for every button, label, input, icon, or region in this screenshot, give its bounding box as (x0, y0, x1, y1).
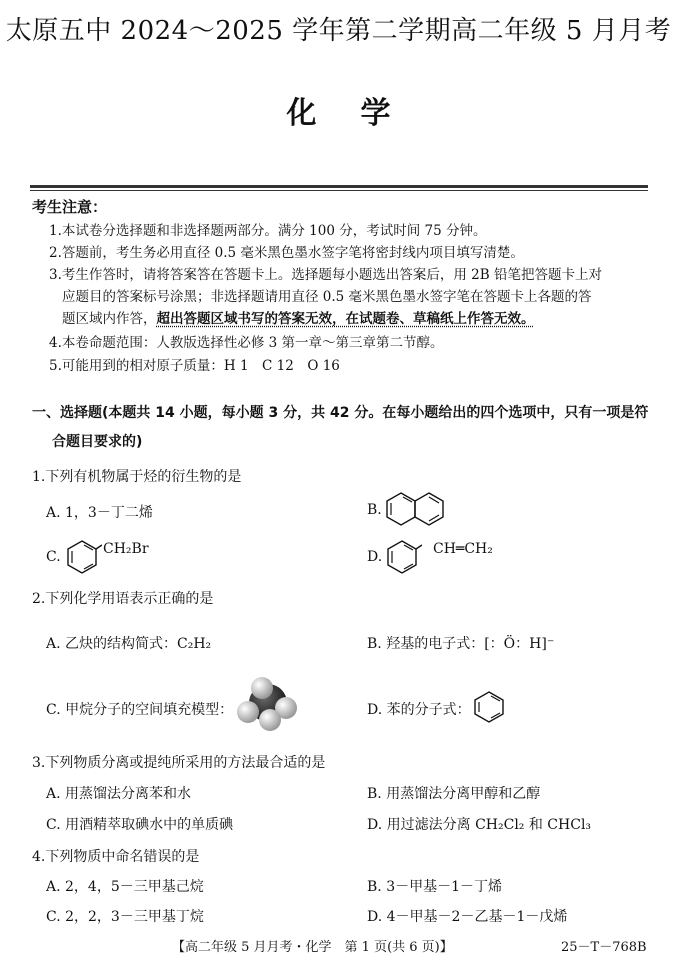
question-3-option-b: B. 用蒸馏法分离甲醇和乙醇 (367, 786, 541, 802)
question-3-option-c: C. 用酒精萃取碘水中的单质碘 (46, 817, 234, 833)
notice-item-1: 1.本试卷分选择题和非选择题两部分。满分 100 分，考试时间 75 分钟。 (49, 223, 487, 239)
page-footer: 【高二年级 5 月月考・化学 第 1 页(共 6 页)】 (172, 940, 453, 955)
benzene-ring-icon (472, 690, 506, 724)
question-4-option-c: C. 2，2，3－三甲基丁烷 (46, 909, 204, 925)
question-4-option-a: A. 2，4，5－三甲基己烷 (46, 879, 204, 895)
styrene-ring-icon (386, 538, 422, 576)
methane-space-filling-model-icon (236, 676, 300, 732)
notice-item-3-cont-2 (62, 307, 535, 327)
question-1-option-c-group: CH₂Br (103, 541, 149, 557)
notice-heading: 考生注意： (32, 198, 108, 216)
question-1-stem: 1.下列有机物属于烃的衍生物的是 (32, 469, 242, 485)
exam-title: 太原五中 2024～2025 学年第二学期高二年级 5 月月考 (5, 16, 672, 46)
header-divider-thin (30, 190, 648, 191)
section-1-heading-cont: 合题目要求的) (52, 434, 143, 450)
header-divider-thick (30, 185, 648, 188)
question-3-option-d: D. 用过滤法分离 CH₂Cl₂ 和 CHCl₃ (367, 817, 592, 833)
benzyl-ring-icon (66, 538, 102, 576)
question-2-option-b (367, 633, 554, 653)
question-4-option-d: D. 4－甲基－2－乙基－1－戊烯 (367, 909, 568, 925)
notice-item-4: 4.本卷命题范围：人教版选择性必修 3 第一章～第三章第二节醇。 (49, 335, 444, 351)
question-2-option-c: C. 甲烷分子的空间填充模型： (46, 702, 234, 718)
notice-item-3: 3.考生作答时，请将答案答在答题卡上。选择题每小题选出答案后，用 2B 铅笔把答题卡上对 (49, 267, 602, 283)
question-2-stem: 2.下列化学用语表示正确的是 (32, 591, 214, 607)
question-4-stem: 4.下列物质中命名错误的是 (32, 849, 200, 865)
section-1-heading: 一、选择题(本题共 14 小题，每小题 3 分，共 42 分。在每小题给出的四个选项中，只有一项是符 (32, 405, 649, 421)
question-4-option-b: B. 3－甲基－1－丁烯 (367, 879, 503, 895)
question-2-option-b-label: B. 羟基的电子式： (367, 636, 485, 652)
question-2-option-d: D. 苯的分子式： (367, 702, 471, 718)
question-1-option-b: B. (367, 502, 382, 518)
notice-item-3-cont-1: 应题目的答案标号涂黑；非选择题请用直径 0.5 毫米黑色墨水签字笔在答题卡上各题的答 (62, 289, 592, 305)
question-1-option-a: A. 1，3－丁二烯 (46, 505, 153, 521)
question-2-option-a: A. 乙炔的结构简式：C₂H₂ (46, 636, 212, 652)
question-3-stem: 3.下列物质分离或提纯所采用的方法最合适的是 (32, 755, 326, 771)
naphthalene-structure-icon (385, 489, 447, 533)
paper-code: 25－T－768B (561, 940, 647, 955)
notice-item-2: 2.答题前，考生务必用直径 0.5 毫米黑色墨水签字笔将密封线内项目填写清楚。 (49, 245, 524, 261)
question-1-option-d-group: CH═CH₂ (433, 541, 493, 557)
question-1-option-c: C. (46, 549, 61, 565)
hydroxyl-electron-formula: [：Ö：H]⁻ (484, 636, 555, 652)
question-3-option-a: A. 用蒸馏法分离苯和水 (46, 786, 192, 802)
question-1-option-d: D. (367, 549, 383, 565)
notice-item-5: 5.可能用到的相对原子质量：H 1 C 12 O 16 (49, 358, 340, 374)
subject-title: 化学 (286, 96, 435, 131)
notice-item-3-emphasis: 超出答题区域书写的答案无效，在试题卷、草稿纸上作答无效。 (156, 311, 535, 327)
notice-item-3-text: 题区域内作答， (62, 311, 157, 327)
